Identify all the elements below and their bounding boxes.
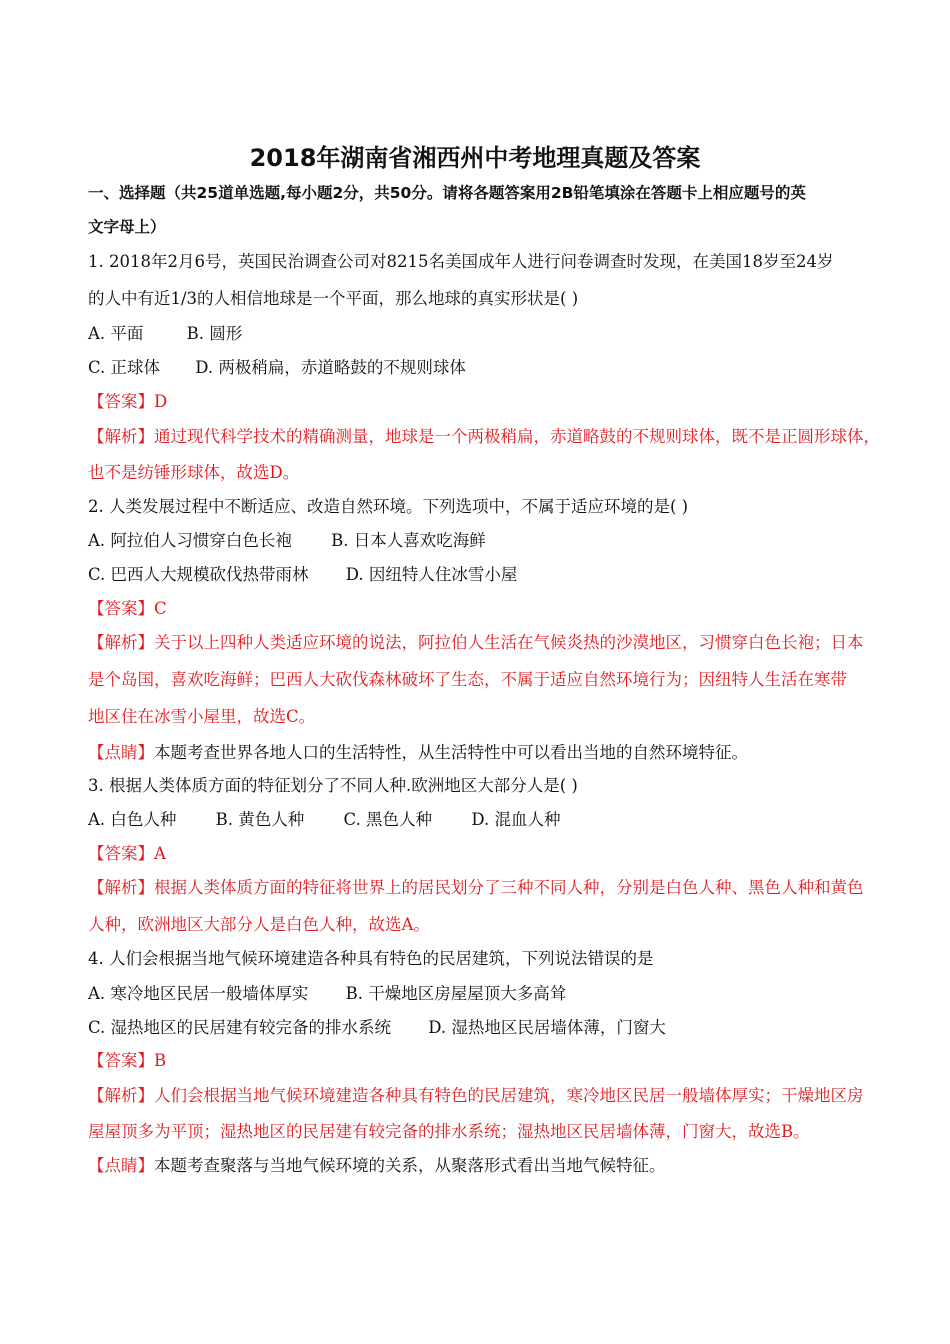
q4-answer: 【答案】B <box>88 1051 167 1070</box>
q4-hint-text: 本题考查聚落与当地气候环境的关系，从聚落形式看出当地气候特征。 <box>154 1156 666 1175</box>
section-heading-line-2: 文字母上） <box>88 218 166 236</box>
q4-option-b: B. 干燥地区房屋屋顶大多高耸 <box>345 984 567 1003</box>
q2-option-c: C. 巴西人大规模砍伐热带雨林 <box>88 565 309 584</box>
q2-analysis-line-1: 【解析】关于以上四种人类适应环境的说法，阿拉伯人生活在气候炎热的沙漠地区，习惯穿白色长袍；日本 <box>88 633 864 652</box>
q4-hint-tag: 【点睛】 <box>88 1156 154 1175</box>
q3-stem: 3. 根据人类体质方面的特征划分了不同人种.欧洲地区大部分人是( ) <box>88 776 578 795</box>
q2-analysis-line-2: 是个岛国，喜欢吃海鲜；巴西人大砍伐森林破坏了生态，不属于适应自然环境行为；因纽特人生活在寒带 <box>88 670 847 689</box>
q1-stem-line-2: 的人中有近1/3的人相信地球是一个平面，那么地球的真实形状是( ) <box>88 289 579 308</box>
q2-stem: 2. 人类发展过程中不断适应、改造自然环境。下列选项中，不属于适应环境的是( ) <box>88 497 689 516</box>
q4-hint <box>88 1154 890 1178</box>
q1-option-a: A. 平面 <box>88 324 144 343</box>
q3-option-a: A. 白色人种 <box>88 810 177 829</box>
q1-option-d: D. 两极稍扁，赤道略鼓的不规则球体 <box>195 358 466 377</box>
q1-stem-line-1: 1. 2018年2月6号，英国民治调查公司对8215名美国成年人进行问卷调查时发现，在美国18岁至24岁 <box>88 252 834 271</box>
q3-option-c: C. 黑色人种 <box>343 810 433 829</box>
q1-option-b: B. 圆形 <box>186 324 243 343</box>
q4-option-c: C. 湿热地区的民居建有较完备的排水系统 <box>88 1018 392 1037</box>
q2-answer: 【答案】C <box>88 599 167 618</box>
q2-hint-text: 本题考查世界各地人口的生活特性，从生活特性中可以看出当地的自然环境特征。 <box>154 743 748 762</box>
q4-analysis-line-2: 屋屋顶多为平顶；湿热地区的民居建有较完备的排水系统；湿热地区民居墙体薄，门窗大，故选B。 <box>88 1122 810 1141</box>
q1-analysis-line-1: 【解析】通过现代科学技术的精确测量，地球是一个两极稍扁，赤道略鼓的不规则球体，既不是正圆形球体， <box>88 427 880 446</box>
q1-option-c: C. 正球体 <box>88 358 161 377</box>
q3-option-d: D. 混血人种 <box>471 810 561 829</box>
q2-options-row-2 <box>88 563 890 587</box>
q2-hint <box>88 741 890 765</box>
q2-option-d: D. 因纽特人住冰雪小屋 <box>345 565 518 584</box>
q1-answer: 【答案】D <box>88 392 168 411</box>
q4-options-row-2 <box>88 1016 890 1040</box>
q2-options-row-1 <box>88 529 890 553</box>
q4-options-row-1 <box>88 982 890 1006</box>
q1-options-row-1 <box>88 322 890 346</box>
page-title: 2018年湖南省湘西州中考地理真题及答案 <box>249 144 701 172</box>
q3-option-b: B. 黄色人种 <box>215 810 305 829</box>
q4-option-d: D. 湿热地区民居墙体薄，门窗大 <box>428 1018 666 1037</box>
q3-analysis-line-1: 【解析】根据人类体质方面的特征将世界上的居民划分了三种不同人种，分别是白色人种、黑色人种和黄色 <box>88 878 864 897</box>
q3-analysis-line-2: 人种，欧洲地区大部分人是白色人种，故选A。 <box>88 915 430 934</box>
q3-options-row <box>88 808 890 832</box>
q1-analysis-line-2: 也不是纺锤形球体，故选D。 <box>88 463 300 482</box>
section-heading-line-1: 一、选择题（共25道单选题,每小题2分，共50分。请将各题答案用2B铅笔填涂在答题卡上相应题号的英 <box>88 184 806 202</box>
q2-option-b: B. 日本人喜欢吃海鲜 <box>331 531 486 550</box>
q4-option-a: A. 寒冷地区民居一般墙体厚实 <box>88 984 309 1003</box>
q2-hint-tag: 【点睛】 <box>88 743 154 762</box>
q2-option-a: A. 阿拉伯人习惯穿白色长袍 <box>88 531 292 550</box>
q4-stem: 4. 人们会根据当地气候环境建造各种具有特色的民居建筑，下列说法错误的是 <box>88 949 654 968</box>
q1-options-row-2 <box>88 356 890 380</box>
q2-analysis-line-3: 地区住在冰雪小屋里，故选C。 <box>88 707 316 726</box>
q3-answer: 【答案】A <box>88 844 166 863</box>
q4-analysis-line-1: 【解析】人们会根据当地气候环境建造各种具有特色的民居建筑，寒冷地区民居一般墙体厚实；干燥地区房 <box>88 1086 864 1105</box>
